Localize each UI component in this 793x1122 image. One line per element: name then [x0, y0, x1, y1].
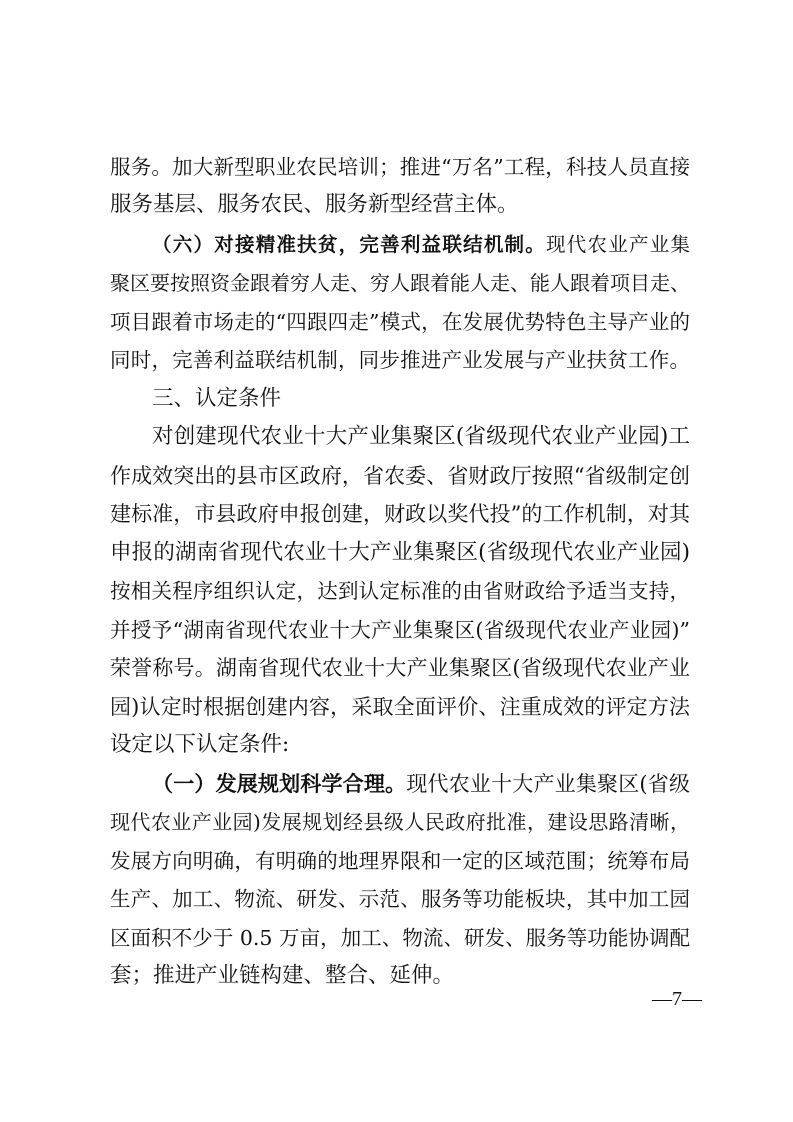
bold-heading: （六）对接精准扶贫，完善利益联结机制。 — [152, 233, 547, 256]
text-line — [110, 690, 690, 724]
text-line — [110, 959, 454, 993]
line-text: 服务基层、服务农民、服务新型经营主体。 — [110, 192, 519, 217]
text-line — [110, 497, 690, 531]
text-line — [110, 613, 690, 647]
text-line — [110, 882, 690, 916]
line-text: 聚区要按照资金跟着穷人走、穷人跟着能人走、能人跟着项目走、 — [110, 271, 690, 295]
line-text: 套；推进产业链构建、整合、延伸。 — [110, 963, 455, 988]
line-text: 区面积不少于 0.5 万亩，加工、物流、研发、服务等功能协调配 — [110, 926, 690, 950]
line-text: 现代农业产业园)发展规划经县级人民政府批准，建设思路清晰， — [110, 810, 690, 834]
line-text: 现代农业产业集 — [546, 233, 690, 256]
line-text: 建标准，市县政府申报创建，财政以奖代投”的工作机制，对其 — [110, 502, 690, 526]
line-text: 生产、加工、物流、研发、示范、服务等功能板块，其中加工园 — [110, 887, 690, 911]
text-line — [110, 305, 690, 339]
line-text: 并授予“湖南省现代农业十大产业集聚区(省级现代农业产业园)” — [110, 618, 690, 642]
section-title — [152, 382, 690, 416]
text-line — [110, 536, 690, 570]
text-line — [110, 805, 690, 839]
text-line — [110, 188, 519, 222]
text-line — [110, 728, 289, 762]
text-line — [110, 343, 690, 377]
line-text: 设定以下认定条件: — [110, 732, 290, 757]
line-text: 同时，完善利益联结机制，同步推进产业发展与产业扶贫工作。 — [110, 348, 690, 372]
section-heading-line — [152, 767, 690, 801]
line-text: 三、认定条件 — [152, 386, 282, 411]
text-line — [110, 921, 690, 955]
text-line — [110, 844, 690, 878]
line-text: 申报的湖南省现代农业十大产业集聚区(省级现代农业产业园) — [110, 540, 690, 565]
line-text: 现代农业十大产业集聚区(省级 — [406, 772, 690, 796]
text-line — [110, 651, 690, 685]
line-text: 发展方向明确，有明确的地理界限和一定的区域范围；统筹布局 — [110, 849, 690, 873]
bold-heading: （一）发展规划科学合理。 — [152, 772, 407, 796]
line-text: 项目跟着市场走的“四跟四走”模式，在发展优势特色主导产业的 — [110, 310, 690, 334]
text-line — [110, 150, 690, 184]
section-heading-line — [152, 228, 690, 262]
text-line — [110, 459, 690, 493]
line-text: 荣誉称号。湖南省现代农业十大产业集聚区(省级现代农业产业 — [110, 656, 690, 680]
page-number: —7— — [652, 988, 702, 1010]
line-text: 按相关程序组织认定，达到认定标准的由省财政给予适当支持， — [110, 579, 690, 603]
text-line — [152, 420, 690, 454]
text-line — [110, 266, 690, 300]
line-text: 对创建现代农业十大产业集聚区(省级现代农业产业园)工 — [152, 424, 690, 449]
text-line — [110, 574, 690, 608]
line-text: 服务。加大新型职业农民培训；推进“万名”工程，科技人员直接 — [110, 155, 690, 179]
line-text: 园)认定时根据创建内容，采取全面评价、注重成效的评定方法 — [110, 695, 690, 719]
line-text: 作成效突出的县市区政府，省农委、省财政厅按照“省级制定创 — [110, 464, 690, 488]
